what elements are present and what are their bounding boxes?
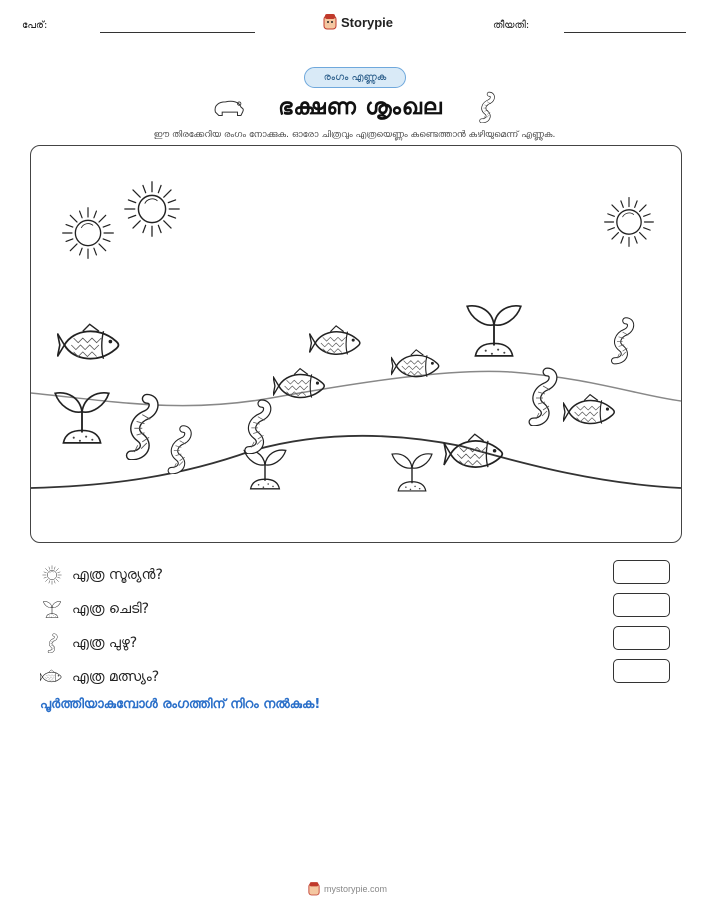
date-field[interactable] bbox=[564, 32, 686, 33]
footer-url[interactable]: mystorypie.com bbox=[324, 884, 388, 894]
brand-logo bbox=[323, 14, 393, 30]
question-row-fish bbox=[40, 660, 672, 694]
sun-3 bbox=[605, 198, 654, 247]
name-label: പേര്: bbox=[22, 20, 48, 31]
sprout-icon bbox=[40, 599, 64, 619]
counting-scene bbox=[30, 145, 682, 543]
sun-1 bbox=[63, 208, 114, 259]
fish-icon bbox=[40, 667, 64, 687]
question-text: എത്ര ചെടി? bbox=[72, 601, 150, 617]
answer-box-worm[interactable] bbox=[613, 626, 670, 650]
page-title: ഭക്ഷണ ശൃംഖല bbox=[278, 94, 443, 120]
color-instruction: പൂർത്തിയാകുമ്പോൾ രംഗത്തിന് നിറം നൽകുക! bbox=[40, 697, 321, 712]
answer-box-sun[interactable] bbox=[613, 560, 670, 584]
bear-icon bbox=[212, 96, 246, 118]
fish-2 bbox=[310, 326, 360, 355]
question-row-sun bbox=[40, 558, 672, 592]
ground-line bbox=[31, 436, 681, 488]
worm-1 bbox=[615, 321, 631, 361]
instructions: ഈ തിരക്കേറിയ രംഗം നോക്കുക. ഓരോ ചിത്രവും എത്രയെണ്ണം കണ്ടെത്താൻ കഴിയുമെന്ന് എണ്ണുക. bbox=[153, 130, 556, 140]
fish-5 bbox=[563, 395, 614, 424]
brand-name: Storypie bbox=[341, 14, 394, 30]
question-text: എത്ര സൂര്യൻ? bbox=[72, 567, 163, 583]
fish-1 bbox=[58, 324, 119, 359]
worm-2 bbox=[131, 399, 154, 456]
question-row-sprout bbox=[40, 592, 672, 626]
worm-icon bbox=[40, 633, 64, 653]
date-label: തീയതി: bbox=[493, 20, 530, 31]
title-row bbox=[212, 93, 497, 121]
question-list bbox=[40, 558, 672, 694]
sprout-4 bbox=[392, 454, 432, 491]
storypie-mascot-icon bbox=[308, 882, 320, 896]
fish-6 bbox=[444, 434, 502, 467]
worm-icon bbox=[475, 91, 497, 123]
category-badge: രംഗം എണ്ണുക bbox=[304, 67, 406, 88]
footer bbox=[308, 882, 387, 896]
name-field[interactable] bbox=[100, 32, 255, 33]
question-text: എത്ര മത്സ്യം? bbox=[72, 669, 160, 685]
storypie-mascot-icon bbox=[323, 14, 337, 30]
sprout-3 bbox=[244, 450, 286, 489]
worm-5 bbox=[533, 372, 553, 422]
question-row-worm bbox=[40, 626, 672, 660]
scene-illustration bbox=[31, 146, 681, 542]
answer-box-fish[interactable] bbox=[613, 659, 670, 683]
horizon-line bbox=[31, 371, 681, 405]
sun-2 bbox=[125, 182, 179, 236]
sun-icon bbox=[40, 565, 64, 585]
worm-4 bbox=[249, 404, 268, 451]
worm-3 bbox=[171, 429, 188, 471]
answer-box-sprout[interactable] bbox=[613, 593, 670, 617]
fish-3 bbox=[391, 350, 439, 377]
sprout-1 bbox=[467, 306, 521, 356]
question-text: എത്ര പുഴു? bbox=[72, 635, 138, 651]
